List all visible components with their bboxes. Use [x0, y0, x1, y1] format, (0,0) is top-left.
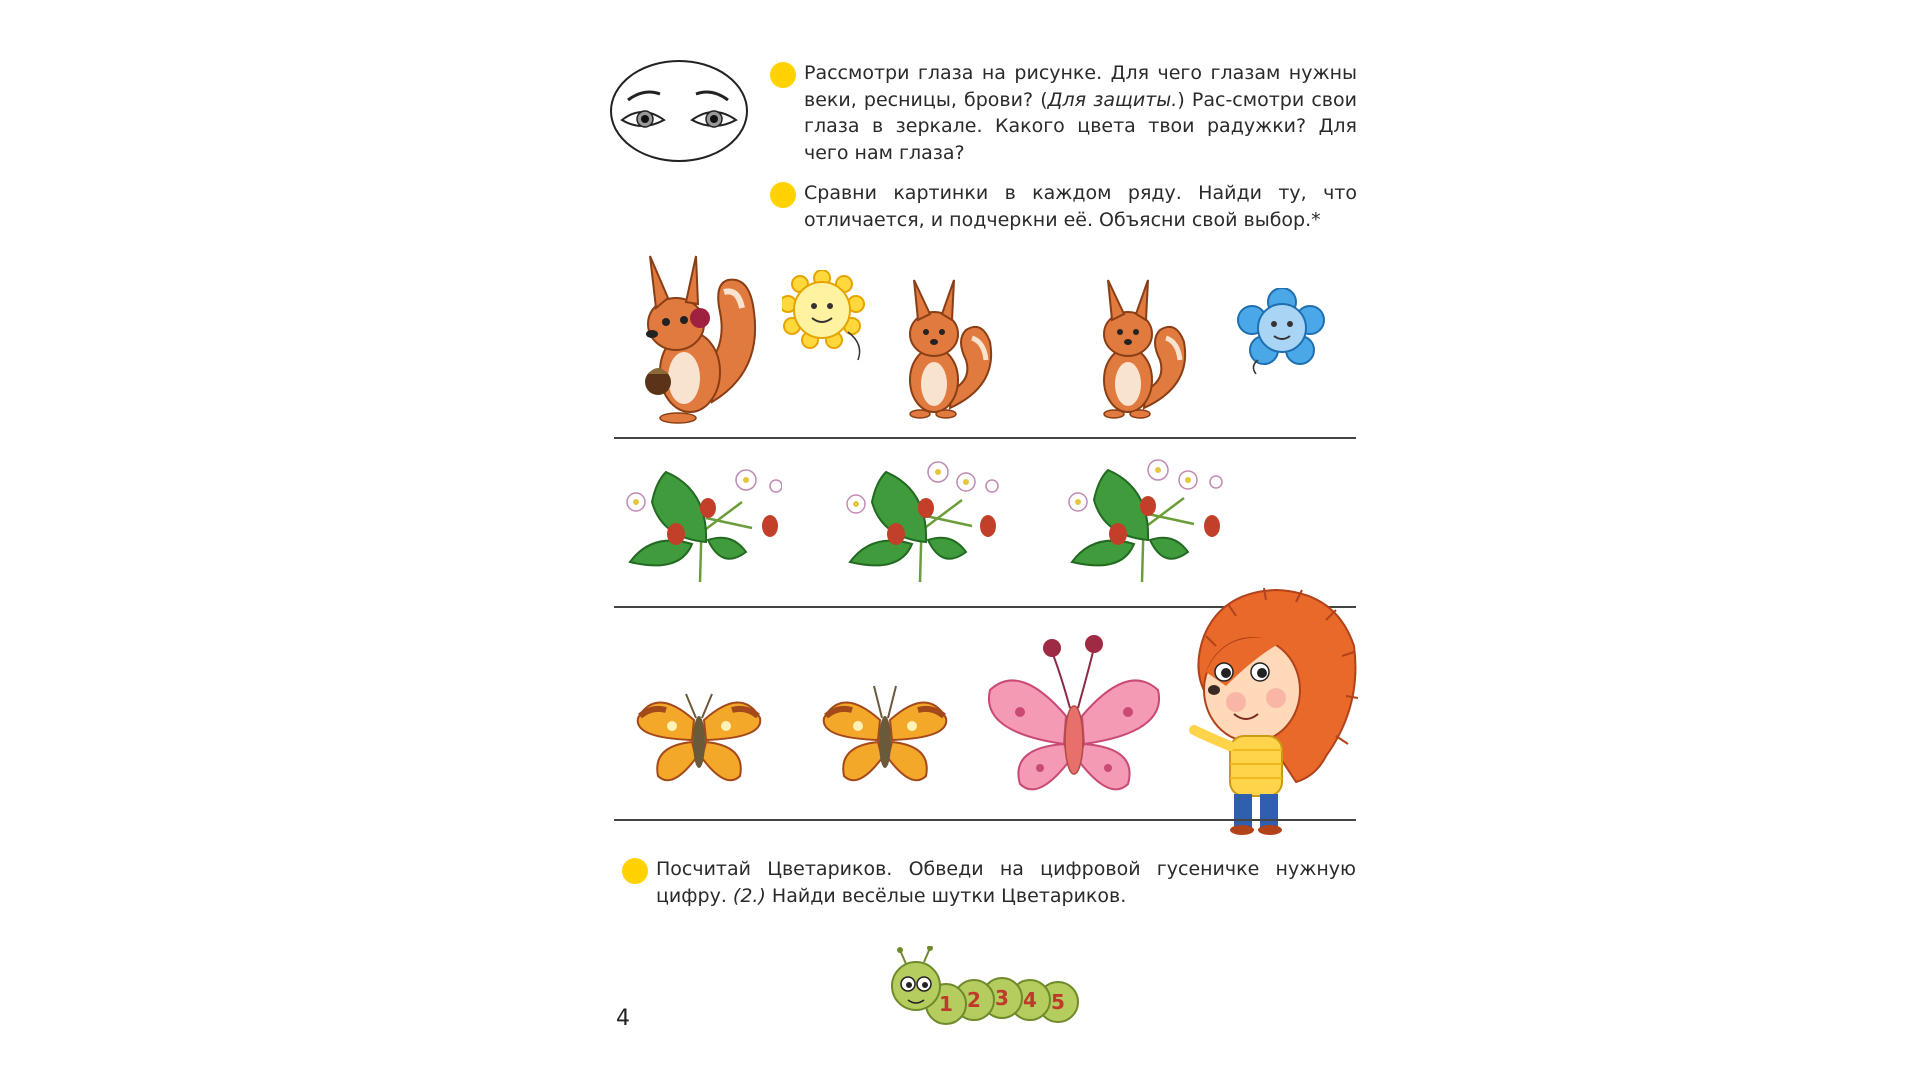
strawberry-plant-image — [622, 462, 782, 584]
blue-flower-image — [1236, 288, 1326, 374]
squirrel-with-acorn-image — [632, 252, 764, 424]
task-2-text: Сравни картинки в каждом ряду. Найди ту, что отличается, и подчеркни её. Объясни свой выбор.* — [804, 182, 1357, 231]
task-3-text-after: Найди весёлые шутки Цветариков. — [765, 884, 1127, 907]
caterpillar-digit: 2 — [967, 988, 981, 1012]
sun-flower-image — [782, 270, 870, 362]
task-bullet-icon — [622, 858, 648, 884]
strawberry-plant-image — [1062, 458, 1226, 584]
task-1-text-after: ) Рас-смотри свои глаза в зеркале. Какого цвета твои радужки? Для чего нам глаза? — [804, 88, 1357, 164]
pink-butterfly-image — [980, 632, 1168, 802]
task-3-hint: (2.) — [732, 884, 766, 907]
row-divider — [614, 437, 1356, 439]
orange-butterfly-image — [818, 680, 952, 790]
task-1-hint: Для защиты. — [1047, 88, 1178, 111]
task-3-text — [656, 856, 1356, 909]
strawberry-plant-image — [842, 460, 1002, 584]
page-number: 4 — [616, 1006, 630, 1031]
caterpillar-digit: 1 — [939, 992, 953, 1016]
caterpillar-digit: 3 — [995, 986, 1009, 1010]
digit-caterpillar-image — [890, 946, 1088, 1034]
task-1-text — [804, 60, 1357, 166]
eyes-illustration — [608, 58, 750, 164]
caterpillar-digit: 4 — [1023, 988, 1037, 1012]
task-bullet-icon — [770, 62, 796, 88]
orange-butterfly-image — [632, 686, 766, 790]
squirrel-image — [892, 276, 998, 420]
squirrel-image — [1086, 276, 1192, 420]
caterpillar-digit: 5 — [1051, 990, 1065, 1014]
hedgehog-character-image — [1186, 586, 1358, 836]
row-divider — [614, 819, 1356, 821]
task-3-text-before: Посчитай Цветариков. Обведи на цифровой гусеничке нужную цифру. — [656, 858, 1356, 907]
task-bullet-icon — [770, 182, 796, 208]
task-1-text-before: Рассмотри глаза на рисунке. Для чего глазам нужны веки, ресницы, брови? ( — [804, 62, 1357, 111]
